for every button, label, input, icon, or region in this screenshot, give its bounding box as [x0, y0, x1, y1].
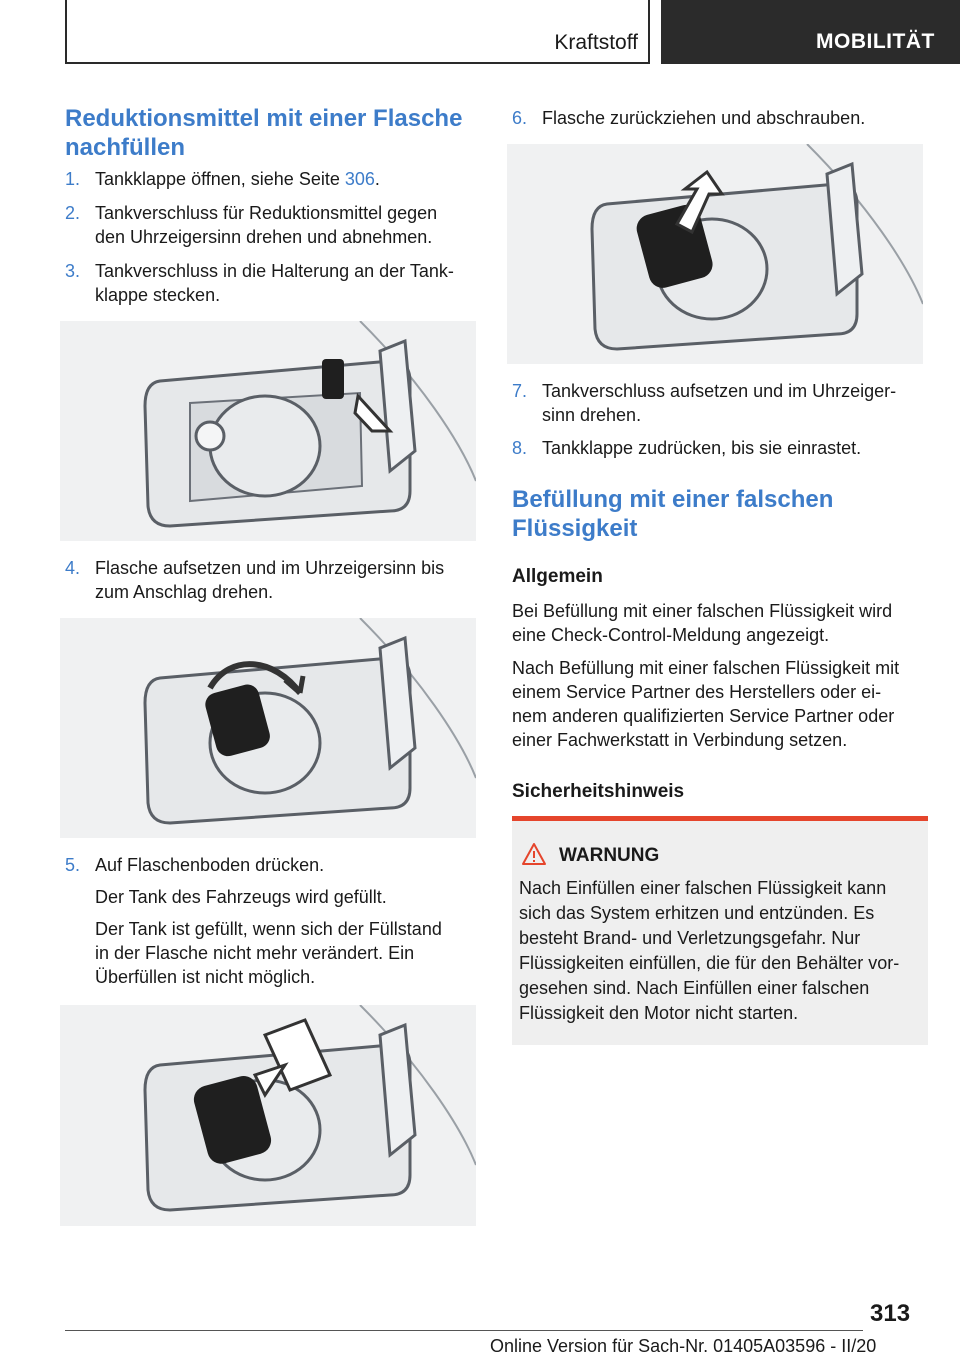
subheading-general: Allgemein	[512, 566, 603, 587]
paragraph-line: nem anderen qualifizierten Service Partner oder	[512, 706, 895, 726]
paragraph-line: einem Service Partner des Herstellers oder ei‐	[512, 682, 882, 702]
paragraph-line: einer Fachwerkstatt in Verbindung setzen.	[512, 730, 848, 750]
step-1	[65, 167, 485, 191]
step-line: Tankverschluss in die Halterung an der Tank‐	[95, 261, 454, 281]
step-4	[65, 556, 485, 604]
detail-line: Überfüllen ist nicht möglich.	[95, 967, 316, 987]
step-text: Auf Flaschenboden drücken.	[95, 855, 325, 875]
paragraph-line: eine Check-Control-Meldung angezeigt.	[512, 625, 830, 645]
step-line: sinn drehen.	[542, 405, 642, 425]
step-8	[512, 436, 932, 460]
section-heading-wrong-fluid	[512, 485, 932, 543]
section-title: Kraftstoff	[554, 31, 638, 54]
step-line: Flasche aufsetzen und im Uhrzeigersinn bis	[95, 558, 445, 578]
figure-bottle-screw	[60, 618, 476, 838]
heading-line: Befüllung mit einer falschen	[512, 486, 834, 513]
page-number: 313	[870, 1300, 911, 1327]
step-number: 3.	[65, 261, 81, 281]
figure-cap-holder	[60, 321, 476, 541]
heading-line: Reduktionsmittel mit einer Flasche	[65, 105, 463, 132]
step-7	[512, 379, 932, 427]
warning-line: sich das System erhitzen und entzünden. Es	[519, 903, 875, 923]
figure-remove-bottle	[507, 144, 923, 364]
step-5-note: Der Tank des Fahrzeugs wird gefüllt.	[95, 887, 387, 907]
step-text	[95, 556, 485, 604]
step-line: zum Anschlag drehen.	[95, 582, 274, 602]
chapter-label: MOBILITÄT	[816, 30, 935, 53]
step-text: Flasche zurückziehen und abschrauben.	[542, 108, 866, 128]
subheading-safety: Sicherheitshinweis	[512, 781, 685, 802]
step-5-detail	[95, 917, 485, 989]
section-heading-refill	[65, 104, 485, 162]
chapter-tab	[661, 0, 960, 64]
step-number: 7.	[512, 381, 528, 401]
warning-line: besteht Brand- und Verletzungsgefahr. Nur	[519, 928, 861, 948]
step-5	[65, 853, 485, 877]
step-2	[65, 201, 485, 249]
step-number: 5.	[65, 855, 81, 875]
step-text: Tankklappe zudrücken, bis sie einrastet.	[542, 438, 862, 458]
page-link[interactable]: 306	[344, 169, 375, 189]
warning-line: gesehen sind. Nach Einfüllen einer falschen	[519, 978, 870, 998]
step-6	[512, 106, 932, 130]
figure-press-bottle	[60, 1005, 476, 1226]
step-line: Tankverschluss für Reduktionsmittel gegen	[95, 203, 438, 223]
warning-line: Flüssigkeit den Motor nicht starten.	[519, 1003, 799, 1023]
heading-line: Flüssigkeit	[512, 515, 638, 542]
step-number: 2.	[65, 203, 81, 223]
paragraph-line: Bei Befüllung mit einer falschen Flüssigkeit wird	[512, 601, 893, 621]
warning-line: Nach Einfüllen einer falschen Flüssigkeit kann	[519, 878, 887, 898]
step-text: Tankklappe öffnen, siehe Seite	[95, 169, 345, 189]
detail-line: in der Flasche nicht mehr verändert. Ein	[95, 943, 415, 963]
footer-online-version: Online Version für Sach-Nr. 01405A03596 - II/20	[490, 1336, 877, 1356]
step-text	[95, 201, 485, 249]
step-number: 1.	[65, 169, 81, 189]
step-text	[95, 259, 485, 307]
warning-triangle-icon	[521, 842, 547, 866]
step-number: 4.	[65, 558, 81, 578]
detail-line: Der Tank ist gefüllt, wenn sich der Füllstand	[95, 919, 442, 939]
step-line: den Uhrzeigersinn drehen und abnehmen.	[95, 227, 433, 247]
paragraph-message	[512, 599, 932, 647]
step-3	[65, 259, 485, 307]
warning-text	[519, 876, 927, 1026]
paragraph-service	[512, 656, 932, 752]
paragraph-line: Nach Befüllung mit einer falschen Flüssigkeit mit	[512, 658, 900, 678]
step-line: klappe stecken.	[95, 285, 221, 305]
step-text-end: .	[374, 169, 380, 189]
footer-divider	[65, 1330, 863, 1331]
step-number: 8.	[512, 438, 528, 458]
step-line: Tankverschluss aufsetzen und im Uhrzeiger‐	[542, 381, 897, 401]
step-text	[542, 379, 932, 427]
heading-line: nachfüllen	[65, 134, 186, 161]
step-number: 6.	[512, 108, 528, 128]
warning-line: Flüssigkeiten einfüllen, die für den Behälter vor‐	[519, 953, 900, 973]
warning-title: WARNUNG	[559, 845, 660, 866]
